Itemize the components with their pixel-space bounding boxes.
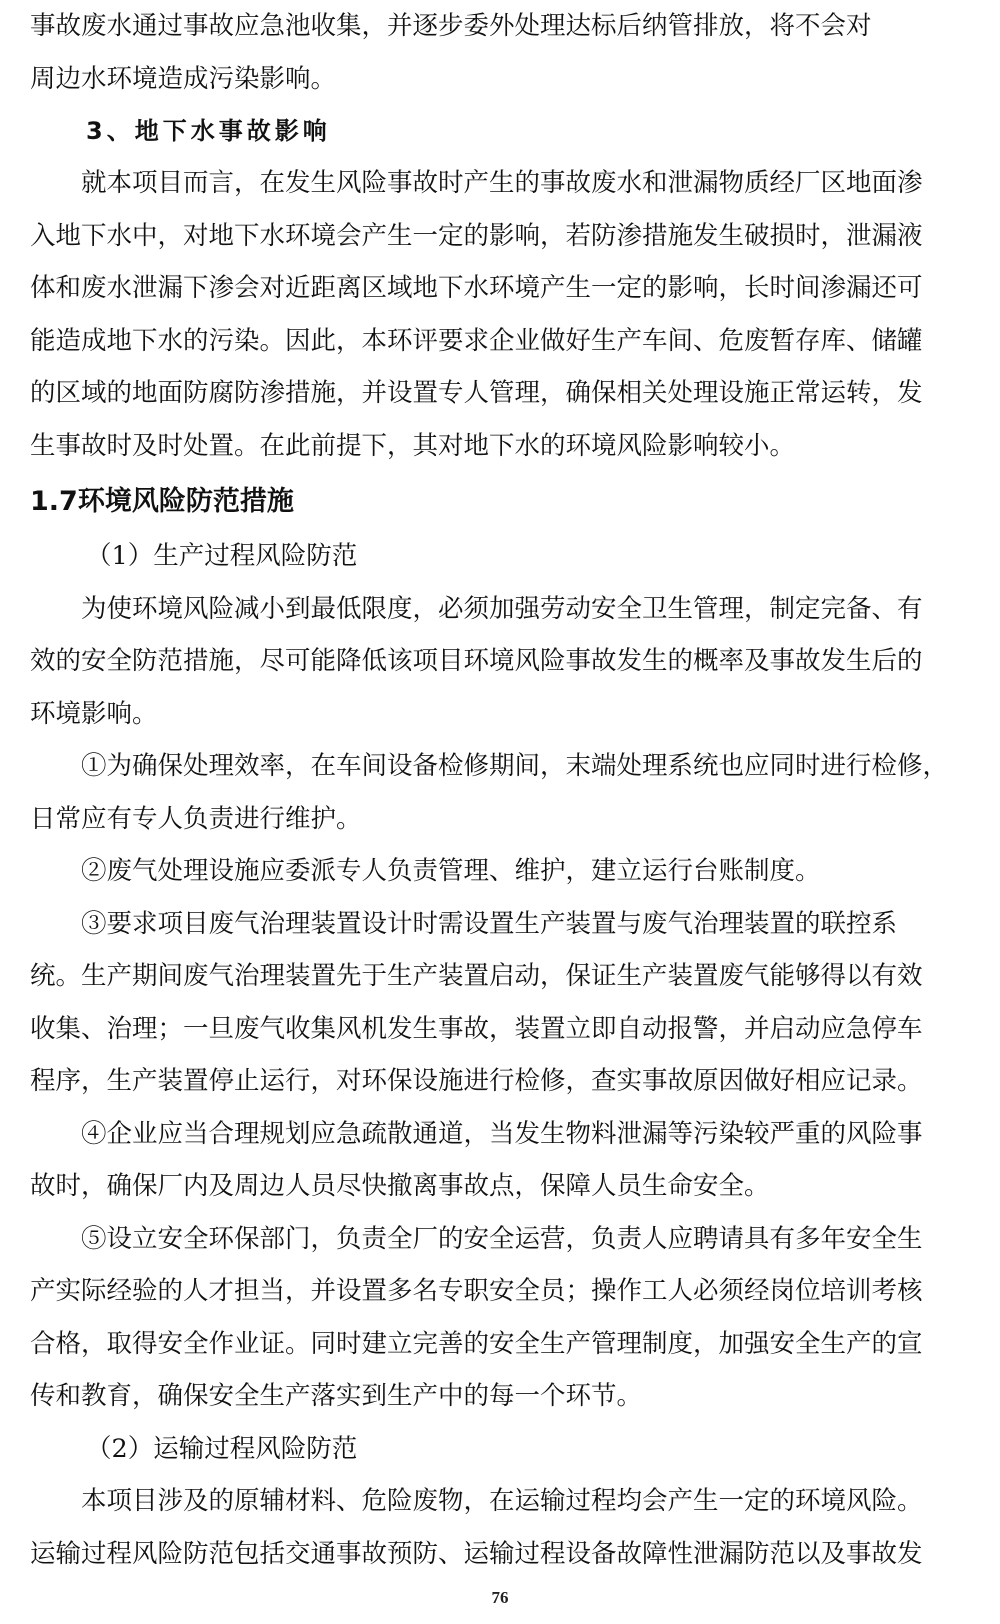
body-text-line: 收集、治理；一旦废气收集风机发生事故，装置立即自动报警，并启动应急停车	[30, 1013, 923, 1044]
list-item-first-line: ①为确保处理效率，在车间设备检修期间，末端处理系统也应同时进行检修，	[81, 751, 949, 781]
chapter-heading: 1.7环境风险防范措施	[30, 486, 294, 517]
body-text-line: 效的安全防范措施，尽可能降低该项目环境风险事故发生的概率及事故发生后的	[30, 646, 923, 676]
body-text-line: 统。生产期间废气治理装置先于生产装置启动，保证生产装置废气能够得以有效	[30, 961, 923, 991]
body-text-line: 故时，确保厂内及周边人员尽快撤离事故点，保障人员生命安全。	[30, 1171, 770, 1201]
body-text-line: 入地下水中，对地下水环境会产生一定的影响，若防渗措施发生破损时，泄漏液	[30, 220, 923, 251]
list-item-first-line: ④企业应当合理规划应急疏散通道，当发生物料泄漏等污染较严重的风险事	[81, 1118, 923, 1149]
body-text-line: 日常应有专人负责进行维护。	[30, 803, 362, 834]
paragraph-first-line: 就本项目而言，在发生风险事故时产生的事故废水和泄漏物质经厂区地面渗	[81, 168, 923, 198]
list-item-first-line: ②废气处理设施应委派专人负责管理、维护，建立运行台账制度。	[81, 856, 821, 886]
body-text-line: 能造成地下水的污染。因此，本环评要求企业做好生产车间、危废暂存库、储罐	[30, 325, 923, 356]
body-text-line: 产实际经验的人才担当，并设置多名专职安全员；操作工人必须经岗位培训考核	[30, 1276, 923, 1306]
list-item-first-line: ③要求项目废气治理装置设计时需设置生产装置与废气治理装置的联控系	[81, 908, 898, 939]
body-text-line: 环境影响。	[30, 698, 158, 729]
body-text-line: 生事故时及时处置。在此前提下，其对地下水的环境风险影响较小。	[30, 430, 796, 461]
body-text-line: 周边水环境造成污染影响。	[30, 63, 337, 94]
body-text-line: 体和废水泄漏下渗会对近距离区域地下水环境产生一定的影响，长时间渗漏还可	[30, 273, 923, 303]
section-heading: 3、地下水事故影响	[86, 117, 331, 145]
body-text-line: 传和教育，确保安全生产落实到生产中的每一个环节。	[30, 1381, 643, 1411]
body-text-line: 程序，生产装置停止运行，对环保设施进行检修，查实事故原因做好相应记录。	[30, 1066, 923, 1096]
list-item-first-line: ⑤设立安全环保部门，负责全厂的安全运营，负责人应聘请具有多年安全生	[81, 1223, 923, 1254]
page-number: 76	[491, 1588, 509, 1607]
body-text-line: 运输过程风险防范包括交通事故预防、运输过程设备故障性泄漏防范以及事故发	[30, 1538, 923, 1569]
paragraph-first-line: 本项目涉及的原辅材料、危险废物，在运输过程均会产生一定的环境风险。	[81, 1486, 923, 1516]
body-text-line: 事故废水通过事故应急池收集，并逐步委外处理达标后纳管排放，将不会对	[30, 11, 872, 41]
body-text-line: 合格，取得安全作业证。同时建立完善的安全生产管理制度，加强安全生产的宣	[30, 1328, 923, 1359]
paragraph-first-line: 为使环境风险减小到最低限度，必须加强劳动安全卫生管理，制定完备、有	[81, 593, 923, 624]
subsection-heading: （1）生产过程风险防范	[86, 541, 358, 571]
subsection-heading: （2）运输过程风险防范	[86, 1433, 358, 1464]
document-page	[30, 0, 970, 1580]
body-text-line: 的区域的地面防腐防渗措施，并设置专人管理，确保相关处理设施正常运转，发	[30, 378, 923, 408]
